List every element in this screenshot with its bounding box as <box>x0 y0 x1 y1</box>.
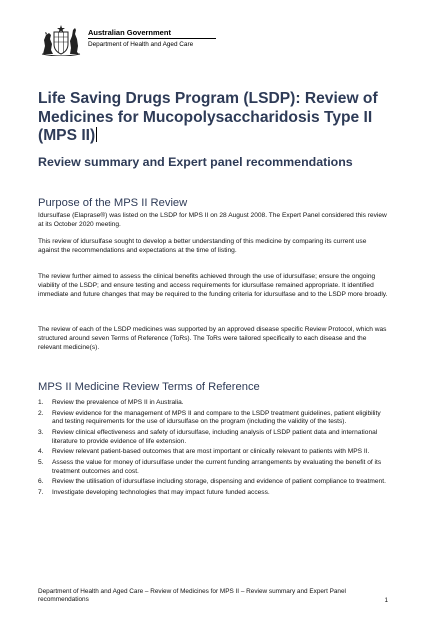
list-number: 5. <box>38 458 44 466</box>
purpose-paragraph: This review of idursulfase sought to develop a better understanding of this medicine by comparing its current use against the recommendations and expectations at the time of listing. <box>38 238 367 254</box>
list-item <box>38 478 388 487</box>
list-number: 6. <box>38 478 44 486</box>
list-text: Review the utilisation of idursulfase including storage, dispensing and evidence of patient compliance to treatment. <box>52 478 386 486</box>
list-text: Review clinical effectiveness and safety of idursulfase, including analysis of LSDP patient data and international literature to provide evidence of life extension. <box>52 428 378 445</box>
list-number: 1. <box>38 399 44 406</box>
terms-list <box>38 399 388 499</box>
list-item <box>38 459 388 477</box>
purpose-paragraph: The review further aimed to assess the clinical benefits achieved through the use of idursulfase; ensure the ongoing viability of the LSDP; and ensure testing and access requirements for idursulfase remained appropriate. It identified immediate and future changes that may be required to the funding criteria for idursulfase and to the LSDP more broadly. <box>38 273 388 298</box>
text-cursor <box>96 127 97 142</box>
list-text: Assess the value for money of idursulfase under the current funding arrangements by evaluating the benefit of its treatment outcomes and cost. <box>52 458 382 475</box>
list-item <box>38 429 388 447</box>
purpose-heading: Purpose of the MPS II Review <box>38 197 188 209</box>
footer-text: Department of Health and Aged Care – Review of Medicines for MPS II – Review summary and Expert Panel recommendations <box>38 588 346 603</box>
list-number: 3. <box>38 428 44 436</box>
government-header <box>38 22 298 58</box>
list-item <box>38 489 388 498</box>
purpose-paragraph: The review of each of the LSDP medicines was supported by an approved disease specific Review Protocol, which was structured around seven Terms of Reference (ToRs). The ToRs were tailored specifically to each disease and the relevant medicine(s). <box>38 326 387 351</box>
list-number: 7. <box>38 488 44 496</box>
page-number: 1 <box>384 597 388 604</box>
list-text: Review the prevalence of MPS II in Australia. <box>52 399 184 406</box>
department-name: Department of Health and Aged Care <box>88 41 194 48</box>
list-text: Review evidence for the management of MPS II and compare to the LSDP treatment guidelines, patient eligibility and testing requirements for the use of idursulfase on the program (including the validity of the tests). <box>52 409 381 426</box>
list-number: 4. <box>38 448 44 456</box>
page-subtitle: Review summary and Expert panel recommendations <box>38 155 353 169</box>
terms-heading: MPS II Medicine Review Terms of Reference <box>38 381 260 393</box>
government-name: Australian Government <box>88 28 171 37</box>
page-title <box>38 90 388 146</box>
list-item <box>38 410 388 428</box>
list-item <box>38 448 388 457</box>
list-item <box>38 399 388 408</box>
purpose-paragraph: Idursulfase (Elaprase®) was listed on the LSDP for MPS II on 28 August 2008. The Expert Panel considered this review at its October 2020 meeting. <box>38 212 387 228</box>
page-title-text: Life Saving Drugs Program (LSDP): Review of Medicines for Mucopolysaccharidosis Type II (MPS II) <box>38 90 378 144</box>
list-number: 2. <box>38 409 44 417</box>
page-footer <box>38 588 388 604</box>
header-divider <box>88 38 216 39</box>
list-text: Investigate developing technologies that may impact future funded access. <box>52 488 270 496</box>
coat-of-arms-icon <box>40 24 82 56</box>
list-text: Review relevant patient-based outcomes that are most important or clinically relevant to patients with MPS II. <box>52 448 370 456</box>
